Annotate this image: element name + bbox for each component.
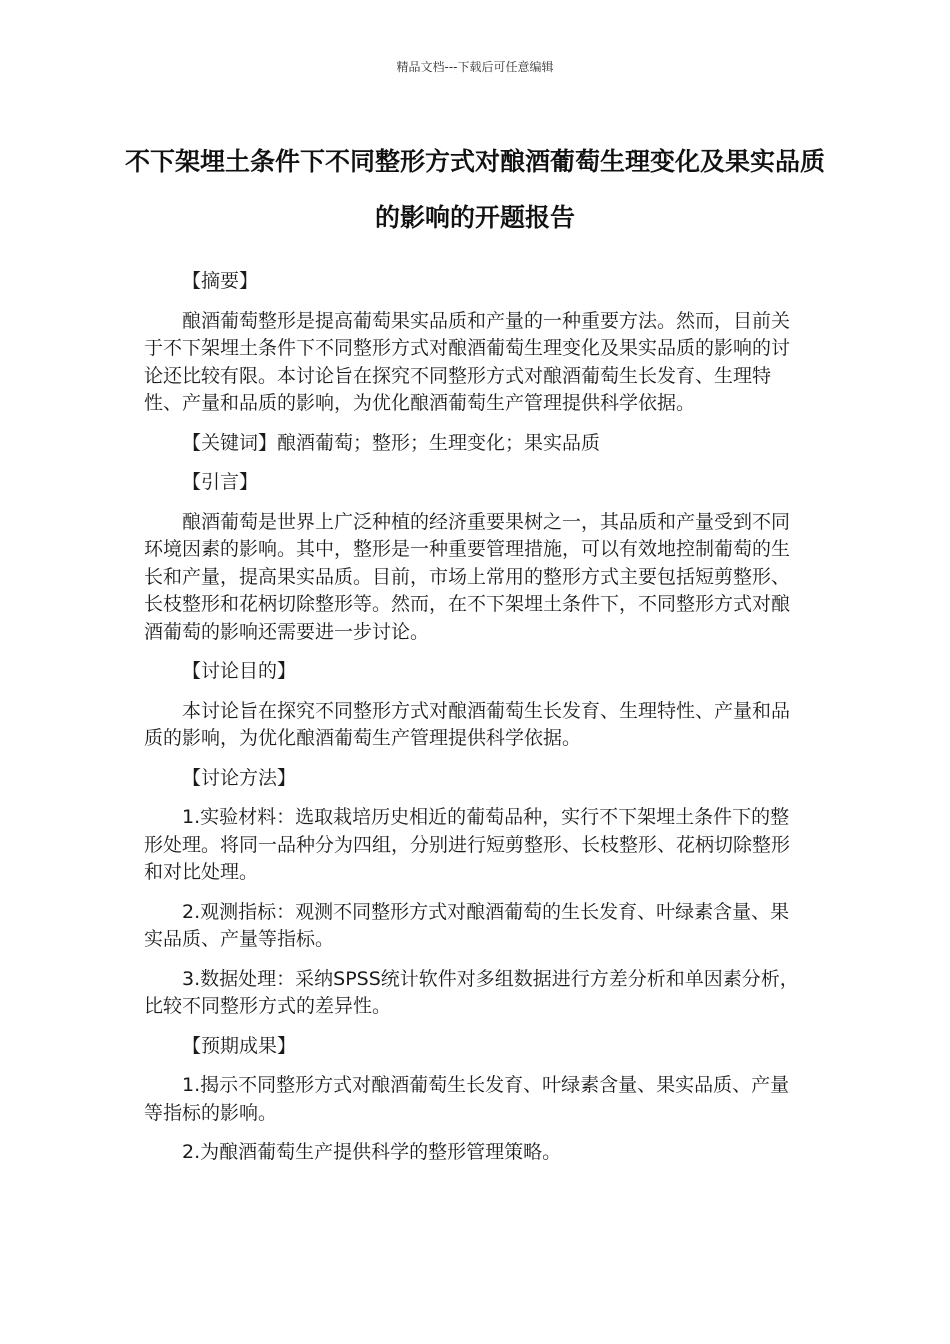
intro-paragraph: 酿酒葡萄是世界上广泛种植的经济重要果树之一，其品质和产量受到不同环境因素的影响。其中，整形是一种重要管理措施，可以有效地控制葡萄的生长和产量，提高果实品质。目前，市场上常用的整形方式主要包括短剪整形、长枝整形和花柄切除整形等。然而，在不下架埋土条件下，不同整形方式对酿酒葡萄的影响还需要进一步讨论。	[144, 510, 791, 643]
abstract-paragraph: 酿酒葡萄整形是提高葡萄果实品质和产量的一种重要方法。然而，目前关于不下架埋土条件下不同整形方式对酿酒葡萄生理变化及果实品质的影响的讨论还比较有限。本讨论旨在探究不同整形方式对酿酒葡萄生长发育、生理特性、产量和品质的影响，为优化酿酒葡萄生产管理提供科学依据。	[144, 309, 791, 414]
methods-item: 2.观测指标：观测不同整形方式对酿酒葡萄的生长发育、叶绿素含量、果实品质、产量等指标。	[144, 900, 790, 950]
methods-heading: 【讨论方法】	[182, 766, 297, 789]
purpose-heading: 【讨论目的】	[182, 660, 297, 682]
keywords-line: 【关键词】酿酒葡萄；整形；生理变化；果实品质	[182, 431, 601, 454]
document-body	[144, 268, 804, 1179]
intro-heading: 【引言】	[182, 471, 259, 493]
abstract-heading: 【摘要】	[182, 270, 259, 292]
methods-item: 3.数据处理：采纳SPSS统计软件对多组数据进行方差分析和单因素分析，比较不同整形方式的差异性。	[144, 967, 799, 1017]
methods-item: 1.实验材料：选取栽培历史相近的葡萄品种，实行不下架埋土条件下的整形处理。将同一品种分为四组，分别进行短剪整形、长枝整形、花柄切除整形和对比处理。	[144, 806, 791, 883]
results-item: 2.为酿酒葡萄生产提供科学的整形管理策略。	[182, 1141, 562, 1163]
results-item: 1.揭示不同整形方式对酿酒葡萄生长发育、叶绿素含量、果实品质、产量等指标的影响。	[144, 1074, 790, 1124]
document-title: 不下架埋土条件下不同整形方式对酿酒葡萄生理变化及果实品质的影响的开题报告	[124, 147, 825, 232]
results-heading: 【预期成果】	[182, 1034, 297, 1057]
purpose-paragraph: 本讨论旨在探究不同整形方式对酿酒葡萄生长发育、生理特性、产量和品质的影响，为优化酿酒葡萄生产管理提供科学依据。	[144, 699, 791, 749]
header-note: 精品文档---下载后可任意编辑	[396, 60, 554, 74]
